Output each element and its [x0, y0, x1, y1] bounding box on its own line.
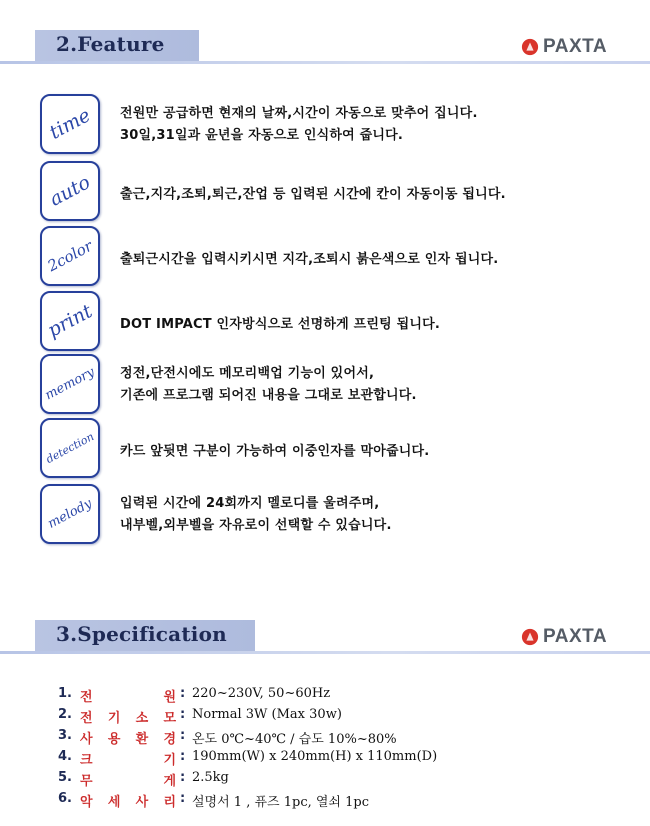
paxta-logo-text: PAXTA	[543, 36, 608, 57]
spec-label	[80, 686, 176, 705]
spec-number: 2.	[58, 707, 72, 722]
spec-number: 6.	[58, 791, 72, 806]
spec-value: 190mm(W) x 240mm(H) x 110mm(D)	[192, 749, 438, 764]
spec-value: 2.5kg	[192, 770, 229, 785]
spec-row	[58, 705, 618, 726]
spec-title: 3.Specification	[56, 622, 227, 646]
spec-colon: :	[180, 707, 186, 722]
spec-header	[0, 620, 650, 660]
spec-colon: :	[180, 749, 186, 764]
spec-label-char: 크	[80, 753, 93, 768]
feature-badge-label: detection	[43, 429, 97, 467]
feature-badge-label: memory	[42, 364, 98, 404]
spec-value: Normal 3W (Max 30w)	[192, 707, 342, 722]
spec-row	[58, 684, 618, 705]
spec-label-char: 모	[163, 711, 176, 726]
spec-label-char: 경	[163, 732, 176, 747]
spec-divider	[0, 651, 650, 654]
spec-value: 설명서 1 , 퓨즈 1pc, 열쇠 1pc	[192, 795, 369, 810]
spec-label-char: 용	[107, 732, 121, 747]
spec-label	[80, 707, 176, 726]
feature-text-line: DOT IMPACT 인자방식으로 선명하게 프린팅 됩니다.	[120, 317, 440, 332]
spec-label	[80, 791, 176, 810]
spec-label-char: 전	[80, 711, 93, 726]
spec-label	[80, 728, 176, 747]
spec-list	[58, 684, 618, 810]
paxta-logo	[521, 36, 607, 58]
spec-number: 1.	[58, 686, 72, 701]
paxta-logo-icon	[521, 38, 539, 56]
spec-label-char: 리	[163, 795, 176, 810]
spec-value: 220~230V, 50~60Hz	[192, 686, 331, 701]
spec-label-char: 세	[107, 795, 121, 810]
feature-item	[40, 354, 640, 416]
spec-label-char: 환	[135, 732, 149, 747]
spec-colon: :	[180, 728, 186, 743]
feature-item	[40, 484, 640, 546]
paxta-logo-text: PAXTA	[543, 626, 608, 647]
spec-number: 3.	[58, 728, 72, 743]
spec-label-char: 무	[80, 774, 93, 789]
spec-label-char: 기	[107, 711, 121, 726]
spec-row	[58, 789, 618, 810]
feature-badge-label: auto	[46, 171, 94, 211]
spec-colon: :	[180, 791, 186, 806]
spec-label-char: 악	[80, 795, 93, 810]
feature-badge-label: melody	[45, 496, 95, 532]
feature-badge	[40, 94, 100, 154]
feature-text-line: 입력된 시간에 24회까지 멜로디를 울려주며,	[120, 496, 380, 511]
feature-badge	[40, 484, 100, 544]
feature-text-line: 내부벨,외부벨을 자유로이 선택할 수 있습니다.	[120, 518, 392, 533]
spec-label-char: 사	[80, 732, 93, 747]
feature-badge	[40, 226, 100, 286]
feature-item	[40, 418, 640, 480]
feature-badge-label: print	[43, 300, 97, 342]
spec-row	[58, 768, 618, 789]
spec-label-char: 소	[135, 711, 149, 726]
feature-badge	[40, 161, 100, 221]
feature-item	[40, 94, 640, 156]
feature-title: 2.Feature	[56, 32, 165, 56]
paxta-logo-icon	[521, 628, 539, 646]
feature-text-line: 30일,31일과 윤년을 자동으로 인식하여 줍니다.	[120, 128, 404, 143]
spec-value: 온도 0℃~40℃ / 습도 10%~80%	[192, 732, 397, 747]
spec-label	[80, 770, 176, 789]
feature-text-line: 카드 앞뒷면 구분이 가능하여 이중인자를 막아줍니다.	[120, 444, 430, 459]
spec-label-char: 게	[163, 774, 176, 789]
feature-text-line: 전원만 공급하면 현재의 날짜,시간이 자동으로 맞추어 집니다.	[120, 106, 478, 121]
spec-number: 4.	[58, 749, 72, 764]
feature-badge	[40, 418, 100, 478]
spec-row	[58, 726, 618, 747]
spec-colon: :	[180, 770, 186, 785]
feature-item	[40, 226, 640, 288]
spec-label-char: 원	[163, 690, 176, 705]
feature-divider	[0, 61, 650, 64]
spec-label-char: 사	[135, 795, 149, 810]
feature-item	[40, 161, 640, 223]
feature-text-line: 출근,지각,조퇴,퇴근,잔업 등 입력된 시간에 칸이 자동이동 됩니다.	[120, 187, 506, 202]
spec-label-char: 기	[163, 753, 176, 768]
feature-text-line: 출퇴근시간을 입력시키시면 지각,조퇴시 붉은색으로 인자 됩니다.	[120, 252, 499, 267]
paxta-logo	[521, 626, 607, 648]
spec-label	[80, 749, 176, 768]
feature-header	[0, 30, 650, 70]
feature-text-line: 기존에 프로그램 되어진 내용을 그대로 보관합니다.	[120, 388, 417, 403]
feature-text-line: 정전,단전시에도 메모리백업 기능이 있어서,	[120, 366, 375, 381]
feature-badge-label: time	[45, 104, 95, 144]
spec-number: 5.	[58, 770, 72, 785]
feature-badge	[40, 354, 100, 414]
spec-colon: :	[180, 686, 186, 701]
feature-item	[40, 291, 640, 353]
spec-label-char: 전	[80, 690, 93, 705]
feature-badge	[40, 291, 100, 351]
spec-row	[58, 747, 618, 768]
feature-badge-label: 2color	[44, 236, 96, 276]
